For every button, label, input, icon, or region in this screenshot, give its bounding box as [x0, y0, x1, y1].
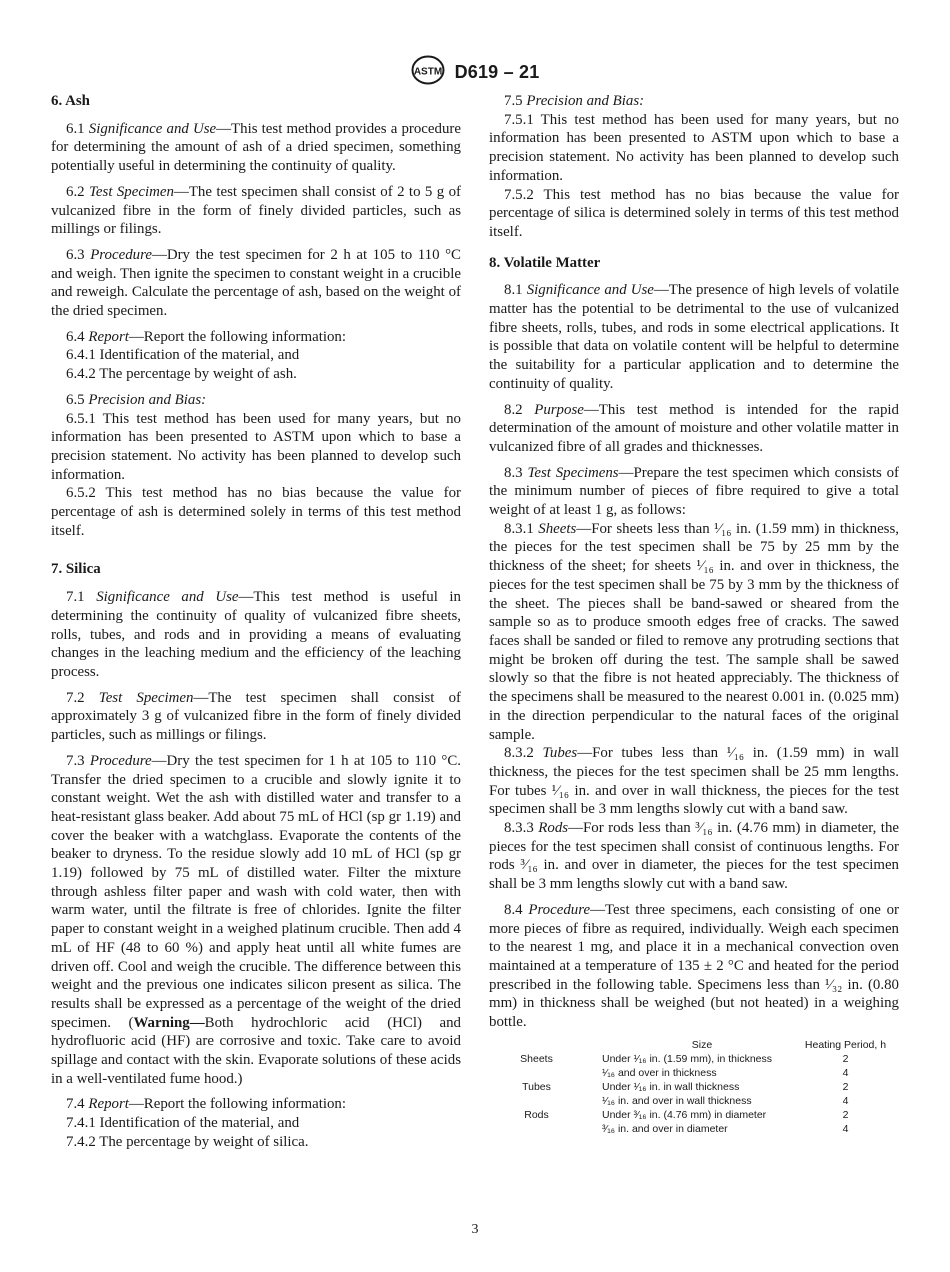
table-cell: ¹⁄₁₆ in. and over in wall thickness [602, 1094, 752, 1107]
table-cell: Under ¹⁄₁₆ in. (1.59 mm), in thickness [602, 1052, 772, 1065]
section-heading: 6. Ash [51, 93, 90, 109]
table-cell: 2 [842, 1052, 849, 1065]
paragraph: 8.3.3 Rods—For rods less than ³⁄₁₆ in. (4.76 mm) in diameter, the pieces for the test specimen shall consist of continuous lengths. For rods ³⁄₁₆ in. and over in diameter, the pieces for the test specimen shall be 3 mm lengths slowly cut with a band saw. [489, 820, 899, 893]
table-cell: 2 [842, 1108, 849, 1121]
paragraph: 6.3 Procedure—Dry the test specimen for 2 h at 105 to 110 °C and weigh. Then ignite the specimen to constant weight in a crucible and reweigh. Calculate the percentage of ash, based on the weight of the dried specimen. [51, 246, 461, 320]
table-header-row [489, 1038, 889, 1052]
table-cell: 2 [842, 1080, 849, 1093]
table-row [489, 1122, 889, 1136]
table-row [489, 1094, 889, 1108]
table-header-cell [489, 1038, 584, 1052]
svg-text:ASTM: ASTM [413, 66, 442, 78]
table-cell: Sheets [520, 1052, 553, 1065]
table-row [489, 1080, 889, 1094]
paragraph: 8.3.2 Tubes—For tubes less than ¹⁄₁₆ in. (1.59 mm) in wall thickness, the pieces for the test specimen shall be 25 mm lengths. For tubes ¹⁄₁₆ in. and over in wall thickness, the pieces for the test specimen shall be 3 mm lengths slowly cut with a band saw. [489, 745, 899, 818]
page-header [0, 55, 950, 90]
left-column [51, 92, 461, 1152]
table-row [489, 1052, 889, 1066]
paragraph: 7.4.2 The percentage by weight of silica. [66, 1133, 309, 1150]
paragraph: 8.3.1 Sheets—For sheets less than ¹⁄₁₆ in. (1.59 mm) in thickness, the pieces for the test specimen shall be 75 by 25 mm by the thickness of the sheet; for sheets ¹⁄₁₆ in. and over in thickness, the pieces for the test specimen shall be 75 by 3 mm by the thickness of the sheet. The pieces shall be band-sawed or sheared from the sample so as to produce smooth edges free of cracks. The sawed faces shall be sanded or filed to remove any protruding sections that might be broken off during the test. The sample shall be sawed slowly so that the fibre is not heated appreciably. The thickness of the specimens shall be measured to the nearest 0.001 in. (0.025 mm) in the direction perpendicular to the natural faces of the original sample. [489, 520, 899, 743]
table-cell: Under ¹⁄₁₆ in. in wall thickness [602, 1080, 740, 1093]
table-cell: Tubes [522, 1080, 551, 1093]
paragraph: 7.5.1 This test method has been used for many years, but no information has been presented to ASTM upon which to base a precision statement. No activity has been planned to develop such information. [489, 111, 899, 184]
paragraph: 6.1 Significance and Use—This test method provides a procedure for determining the amount of ash of a dried specimen, something potentially useful in determining the continuity of quality. [51, 120, 461, 175]
paragraph: 6.2 Test Specimen—The test specimen shall consist of 2 to 5 g of vulcanized fibre in the form of finely divided particles, such as millings or filings. [51, 183, 461, 238]
page-number: 3 [471, 1222, 479, 1237]
table-cell: 4 [842, 1094, 849, 1107]
heating-period-table [489, 1038, 889, 1136]
paragraph: 6.4 Report—Report the following information: [66, 328, 347, 345]
paragraph: 8.1 Significance and Use—The presence of high levels of volatile matter has the potential to be detrimental to the use of vulcanized fibre sheets, rolls, tubes, and rods in some electrical applications. It is possible that data on volatile content will be helpful to determine the suitability for a particular application and to determine the continuity of quality. [489, 282, 899, 392]
paragraph: 7.4.1 Identification of the material, and [66, 1115, 300, 1132]
paragraph: 6.5.1 This test method has been used for many years, but no information has been presented to ASTM upon which to base a precision statement. No activity has been planned to develop such information. [51, 410, 461, 483]
table-row [489, 1066, 889, 1080]
paragraph: 7.1 Significance and Use—This test method is useful in determining the continuity of quality of vulcanized fibre sheets, rolls, tubes, and rods and in providing a means of evaluating changes in the leaching medium and the efficiency of the leaching process. [51, 589, 461, 680]
table-cell: 4 [842, 1122, 849, 1135]
table-cell: ¹⁄₁₆ and over in thickness [602, 1066, 717, 1079]
paragraph: 6.5 Precision and Bias: [66, 391, 207, 408]
document-designation: D619 – 21 [454, 62, 540, 82]
section-heading: 8. Volatile Matter [489, 254, 601, 271]
table-cell: ³⁄₁₆ in. and over in diameter [602, 1122, 728, 1135]
astm-logo-icon [411, 55, 445, 90]
paragraph: 7.5 Precision and Bias: [504, 93, 645, 109]
table-cell: Under ³⁄₁₆ in. (4.76 mm) in diameter [602, 1108, 767, 1121]
table-row [489, 1108, 889, 1122]
table-cell [489, 1066, 584, 1080]
table-cell: Rods [524, 1108, 549, 1121]
table-header-cell: Heating Period, h [804, 1038, 887, 1051]
table-cell [489, 1122, 584, 1136]
table-cell [489, 1094, 584, 1108]
paragraph: 6.4.2 The percentage by weight of ash. [66, 366, 297, 383]
paragraph: 7.4 Report—Report the following information: [66, 1096, 347, 1113]
section-heading: 7. Silica [51, 561, 101, 578]
paragraph: 7.2 Test Specimen—The test specimen shall consist of approximately 3 g of vulcanized fibre in the form of finely divided particles, such as millings or filings. [51, 689, 461, 744]
table-cell: 4 [842, 1066, 849, 1079]
paragraph: 8.2 Purpose—This test method is intended for the rapid determination of the amount of moisture and other volatile matter in vulcanized fibre of all grades and thicknesses. [489, 401, 899, 455]
paragraph: 7.5.2 This test method has no bias because the value for percentage of silica is determined solely in terms of this test method itself. [489, 186, 899, 240]
paragraph: 8.3 Test Specimens—Prepare the test specimen which consists of the minimum number of pieces of fibre required to give a total weight of at least 1 g, as follows: [489, 464, 899, 519]
paragraph: 6.5.2 This test method has no bias because the value for percentage of ash is determined solely in terms of this test method itself. [51, 485, 461, 539]
table-header-cell: Size [691, 1038, 713, 1051]
paragraph: 8.4 Procedure—Test three specimens, each consisting of one or more pieces of fibre as required, individually. Weigh each specimen to the nearest 1 mg, and place it in a mechanical convection oven maintained at a temperature of 135 ± 2 °C and heated for the period prescribed in the following table. Specimens less than ¹⁄₃₂ in. (0.80 mm) in thickness shall be weighed (but not heated) in a weighing bottle. [489, 901, 899, 1031]
right-column [489, 92, 899, 1136]
paragraph: 7.3 Procedure—Dry the test specimen for 1 h at 105 to 110 °C. Transfer the dried specimen to a crucible and slowly ignite it to constant weight. Wet the ash with distilled water and transfer to a heat-resistant glass beaker. Add about 75 mL of HCl (sp gr 1.19) and cover the beaker with a watchglass. Evaporate the contents of the beaker to dryness. To the residue slowly add 10 mL of HCl (sp gr 1.19) followed by 75 mL of distilled water. Filter the mixture through ashless filter paper and wash with cold water, then with warm water, until the filtrate is free of chlorides. Ignite the filter paper to constant weight in a weighed platinum crucible. Then add 4 mL of HF (48 to 60 %) and apply heat until all white fumes are driven off. Cool and weigh the crucible. The difference between this weight and the previous one indicates silicon present as silica. The results shall be expressed as a percentage of the weight of the dried specimen. (Warning—Both hydrochloric acid (HCl) and hydrofluoric acid (HF) are corrosive and toxic. Take care to avoid spillage and contact with the skin. Evaporate solutions of these acids in a well-ventilated fume hood.) [51, 752, 461, 1087]
paragraph: 6.4.1 Identification of the material, and [66, 347, 300, 364]
